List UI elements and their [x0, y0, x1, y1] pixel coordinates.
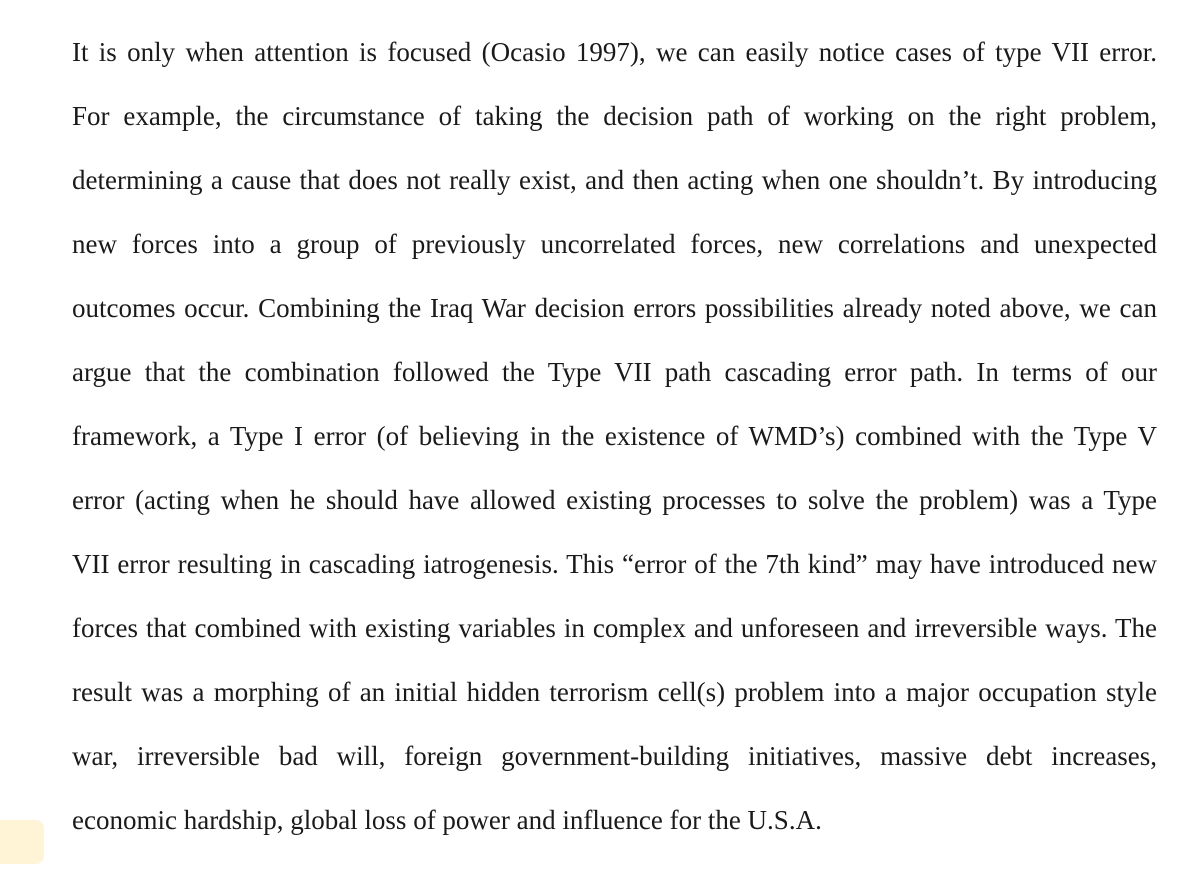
paragraph-line: war, irreversible bad will, foreign government-building initiatives, massive debt increases, [72, 741, 1157, 771]
paragraph-line: error (acting when he should have allowed existing processes to solve the problem) was a Type [72, 485, 1157, 515]
paragraph-line: For example, the circumstance of taking the decision path of working on the right problem, [72, 101, 1157, 131]
paragraph-line: result was a morphing of an initial hidden terrorism cell(s) problem into a major occupation style [72, 677, 1157, 707]
paragraph-line: forces that combined with existing variables in complex and unforeseen and irreversible ways. The [72, 613, 1157, 643]
highlight-mark [0, 820, 44, 864]
paragraph-line: outcomes occur. Combining the Iraq War decision errors possibilities already noted above, we can [72, 293, 1157, 323]
paragraph-line: new forces into a group of previously uncorrelated forces, new correlations and unexpected [72, 229, 1157, 259]
paragraph-line: VII error resulting in cascading iatrogenesis. This “error of the 7th kind” may have introduced new [72, 549, 1157, 579]
paragraph-line: economic hardship, global loss of power and influence for the U.S.A. [72, 805, 822, 835]
paragraph-line: determining a cause that does not really exist, and then acting when one shouldn’t. By introducing [72, 165, 1157, 195]
paragraph-line: framework, a Type I error (of believing in the existence of WMD’s) combined with the Type V [72, 421, 1157, 451]
paragraph-line: It is only when attention is focused (Ocasio 1997), we can easily notice cases of type VII error. [72, 37, 1157, 67]
paragraph [72, 20, 1157, 852]
paragraph-line: argue that the combination followed the Type VII path cascading error path. In terms of our [72, 357, 1157, 387]
